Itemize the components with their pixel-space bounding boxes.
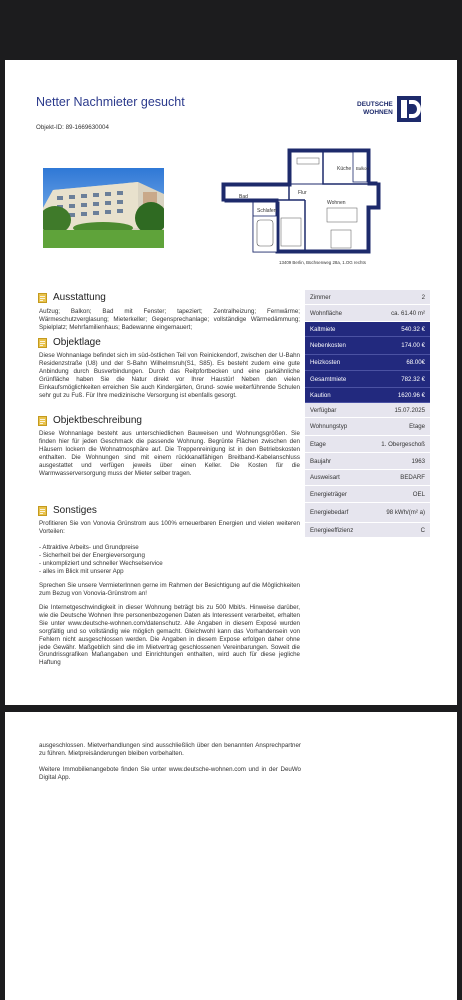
- section-title: Objektlage: [53, 337, 101, 348]
- logo-text: DEUTSCHE WOHNEN: [357, 101, 393, 116]
- fact-row: [305, 453, 430, 470]
- fact-label: Ausweisart: [310, 474, 340, 481]
- room-label-bad: Bad: [239, 194, 248, 200]
- fact-value: 68.00€: [406, 359, 425, 366]
- building-photo: [43, 168, 164, 248]
- document-icon: [38, 338, 47, 348]
- room-label-kueche: Küche: [337, 166, 352, 172]
- fact-value: 540.32 €: [401, 325, 425, 333]
- fact-row: [305, 503, 430, 523]
- page-title: Netter Nachmieter gesucht: [36, 95, 185, 109]
- fact-value: 15.07.2025: [394, 406, 425, 414]
- fact-value: 174.00 €: [401, 342, 425, 349]
- sonstiges-intro: Profitieren Sie von Vonovia Grünstrom aus 100% erneuerbaren Energien und vielen weiteren Vorteilen:: [39, 520, 300, 535]
- fact-value: 1. Obergeschoß: [381, 440, 425, 448]
- logo-mark-icon: [397, 96, 421, 122]
- fact-label: Gesamtmiete: [310, 375, 347, 383]
- document-icon: [38, 293, 47, 303]
- fact-value: 2: [421, 293, 425, 301]
- fact-label: Verfügbar: [310, 406, 337, 414]
- fact-row: [305, 418, 430, 436]
- fact-row: [305, 403, 430, 418]
- section-title: Sonstiges: [53, 505, 97, 516]
- fact-row: [305, 305, 430, 322]
- fact-row: [305, 388, 430, 403]
- sonstiges-para2: Sprechen Sie unsere VermieterInnen gerne im Rahmen der Besichtigung auf die Möglichkeiten zum Bezug von Vonovia-Grünstrom an!: [39, 582, 300, 597]
- objektlage-text: Diese Wohnanlage befindet sich im süd-östlichen Teil von Reinickendorf, zwischen der U-Bahn Residenzstraße (U8) und der S-Bahn Wilhelmsruh(S1, S85). Es besteht zudem eine gute Anbindung durch Busverbindungen. Durch das Reitpfortbecken und eine parkähnliche Grünfläche haben Sie die Natur direkt vor Ihrer Haustür! Neben den vielen Einkaufsmöglichkeiten erreichen Sie auch Kindergärten, Grund- sowie weiterführende Schulen sehr gut zu Fuß. Für Ihre medizinische Versorgung ist ebenfalls gesorgt.: [39, 352, 300, 399]
- fact-value: ca. 61.40 m²: [391, 309, 425, 317]
- floor-plan-caption: 13409 Berlin, Büchsenweg 28a, 1.OG rechts: [279, 260, 366, 265]
- fact-label: Wohnungstyp: [310, 423, 348, 430]
- fact-label: Baujahr: [310, 457, 332, 465]
- fact-label: Heizkosten: [310, 359, 341, 366]
- fact-row: [305, 523, 430, 538]
- room-label-balkon: Balkon: [356, 166, 369, 171]
- page2-para1: ausgeschlossen. Mietverhandlungen sind ausschließlich über den benannten Ansprechpartner zu führen. Mietpreisänderungen bleiben vorbehalten.: [39, 742, 301, 757]
- fact-value: BEDARF: [400, 474, 425, 481]
- page2-para2: Weitere Immobilienangebote finden Sie unter www.deutsche-wohnen.com und in der DeuWo Digital App.: [39, 766, 301, 781]
- object-id: Objekt-ID: 89-1669630004: [36, 124, 109, 131]
- ausstattung-text: Aufzug; Balkon; Bad mit Fenster; tapeziert; Zentralheizung; Fernwärme; Wärmeschutzverglasung; Mieterkeller; Gegensprechanlage; vollständige Wärmedämmung; Spielplatz; Mehrfamilienhaus; Badewanne eingemauert;: [39, 308, 300, 331]
- section-title: Objektbeschreibung: [53, 415, 142, 426]
- fact-row: [305, 322, 430, 337]
- fact-row: [305, 436, 430, 453]
- list-item: - unkompliziert und schneller Wechselservice: [39, 559, 163, 567]
- expose-page-2: [5, 712, 457, 1000]
- list-item: - Sicherheit bei der Energieversorgung: [39, 551, 145, 559]
- room-label-flur: Flur: [298, 190, 307, 196]
- fact-label: Kaution: [310, 391, 331, 399]
- document-icon: [38, 416, 47, 426]
- room-label-wohnen: Wohnen: [327, 200, 346, 206]
- fact-label: Nebenkosten: [310, 342, 346, 349]
- fact-label: Etage: [310, 440, 326, 448]
- fact-label: Energieeffizienz: [310, 526, 354, 534]
- expose-page-1: [5, 60, 457, 705]
- section-header-objektbeschreibung: [38, 415, 142, 426]
- list-item: - alles im Blick mit unserer App: [39, 567, 124, 575]
- fact-value: OEL: [412, 490, 425, 498]
- section-header-sonstiges: [38, 505, 97, 516]
- vorteile-list: [39, 544, 300, 576]
- fact-value: Etage: [409, 423, 425, 430]
- fact-row: [305, 371, 430, 388]
- fact-row: [305, 486, 430, 503]
- fact-value: C: [420, 526, 425, 534]
- section-header-objektlage: [38, 337, 101, 348]
- floor-plan: [219, 148, 381, 258]
- fact-row: [305, 290, 430, 305]
- objektbeschreibung-text: Diese Wohnanlage besteht aus unterschiedlichen Bauweisen und Wohnungsgrößen. Sie finden hier für jeden Geschmack die passende Wohnung. Begrünte Flächen zwischen den Häusern lockern die Wohnatmosphäre auf. Die Treppenreinigung ist in den Betriebskosten enthalten. Die Wohnungen sind mit einem rückkanalfähigen Breitband-Kabelanschluss ausgestattet und verfügen jeweils über einen Keller. Die Kosten für die Warmwasserversorgung muss der Mieter selber tragen.: [39, 430, 300, 477]
- fact-row: [305, 337, 430, 355]
- fact-label: Energieträger: [310, 490, 347, 498]
- fact-label: Zimmer: [310, 293, 331, 301]
- fact-value: 782.32 €: [401, 375, 425, 383]
- fact-value: 98 kWh/(m² a): [386, 508, 425, 516]
- fact-value: 1620.96 €: [397, 391, 425, 399]
- fact-label: Wohnfläche: [310, 309, 343, 317]
- fact-row: [305, 470, 430, 486]
- sonstiges-para3: Die Internetgeschwindigkeit in dieser Wohnung beträgt bis zu 500 Mbit/s. Hinweise darüber, wie die Deutsche Wohnen Ihre personenbezogenen Daten als Interessent verarbeitet, erhalten Sie unter www.deutsche-wohnen.com/datenschutz. Alle Angaben in diesem Exposé wurden sorgfältig und so vollständig wie möglich gemacht. Gleichwohl kann das Vorhandensein von Fehlern nicht ausgeschlossen werden. Die Angaben in diesem Expose erfolgen daher ohne jede Gewähr. Maßgeblich sind die im Mietvertrag geschlossenen Vereinbarungen. Soweit die Grundrissgrafiken Maßangaben und Einrichtungen enthalten, wird auch für diese jegliche Haftung: [39, 604, 300, 667]
- fact-value: 1963: [411, 457, 425, 465]
- room-label-schlafen: Schlafen: [257, 208, 277, 214]
- deutsche-wohnen-logo: [357, 96, 421, 122]
- fact-label: Kaltmiete: [310, 325, 336, 333]
- section-title: Ausstattung: [53, 292, 106, 303]
- section-header-ausstattung: [38, 292, 106, 303]
- list-item: - Attraktive Arbeits- und Grundpreise: [39, 544, 139, 551]
- document-icon: [38, 506, 47, 516]
- fact-label: Energiebedarf: [310, 509, 349, 516]
- fact-row: [305, 355, 430, 371]
- facts-table: [305, 290, 430, 538]
